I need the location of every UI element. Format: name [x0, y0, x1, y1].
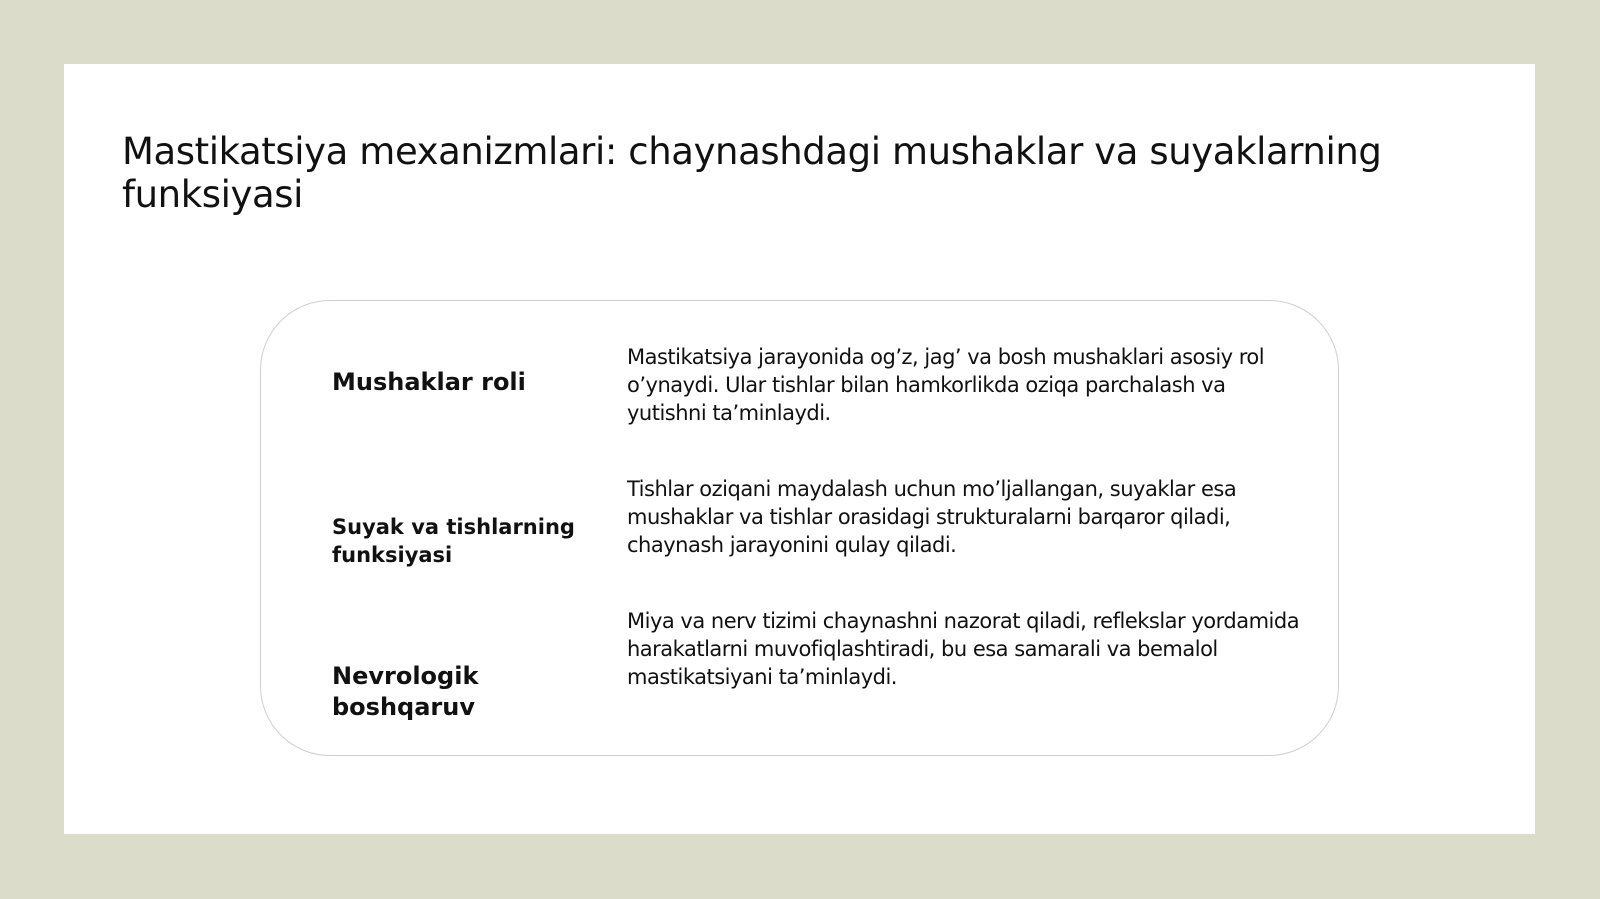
row-label-bones-teeth: Suyak va tishlarning funksiyasi [332, 515, 575, 567]
row-label-muscles: Mushaklar roli [332, 368, 526, 396]
slide-title: Mastikatsiya mexanizmlari: chaynashdagi mushaklar va suyaklarning funksiyasi [122, 130, 1382, 216]
row-text-neurological: Miya va nerv tizimi chaynashni nazorat qiladi, reflekslar yordamida harakatlarni muvofiqlashtiradi, bu esa samarali va bemalol mastikatsiyani ta’minlaydi. [627, 609, 1300, 689]
row-label-neurological: Nevrologik boshqaruv [332, 662, 479, 721]
slide [64, 64, 1535, 834]
content-card [260, 300, 1339, 756]
row-text-muscles: Mastikatsiya jarayonida og’z, jag’ va bosh mushaklari asosiy rol o’ynaydi. Ular tishlar bilan hamkorlikda oziqa parchalash va yutishni ta’minlaydi. [627, 345, 1265, 425]
row-text-bones-teeth: Tishlar oziqani maydalash uchun mo’ljallangan, suyaklar esa mushaklar va tishlar orasidagi strukturalarni barqaror qiladi, chaynash jarayonini qulay qiladi. [627, 477, 1237, 557]
